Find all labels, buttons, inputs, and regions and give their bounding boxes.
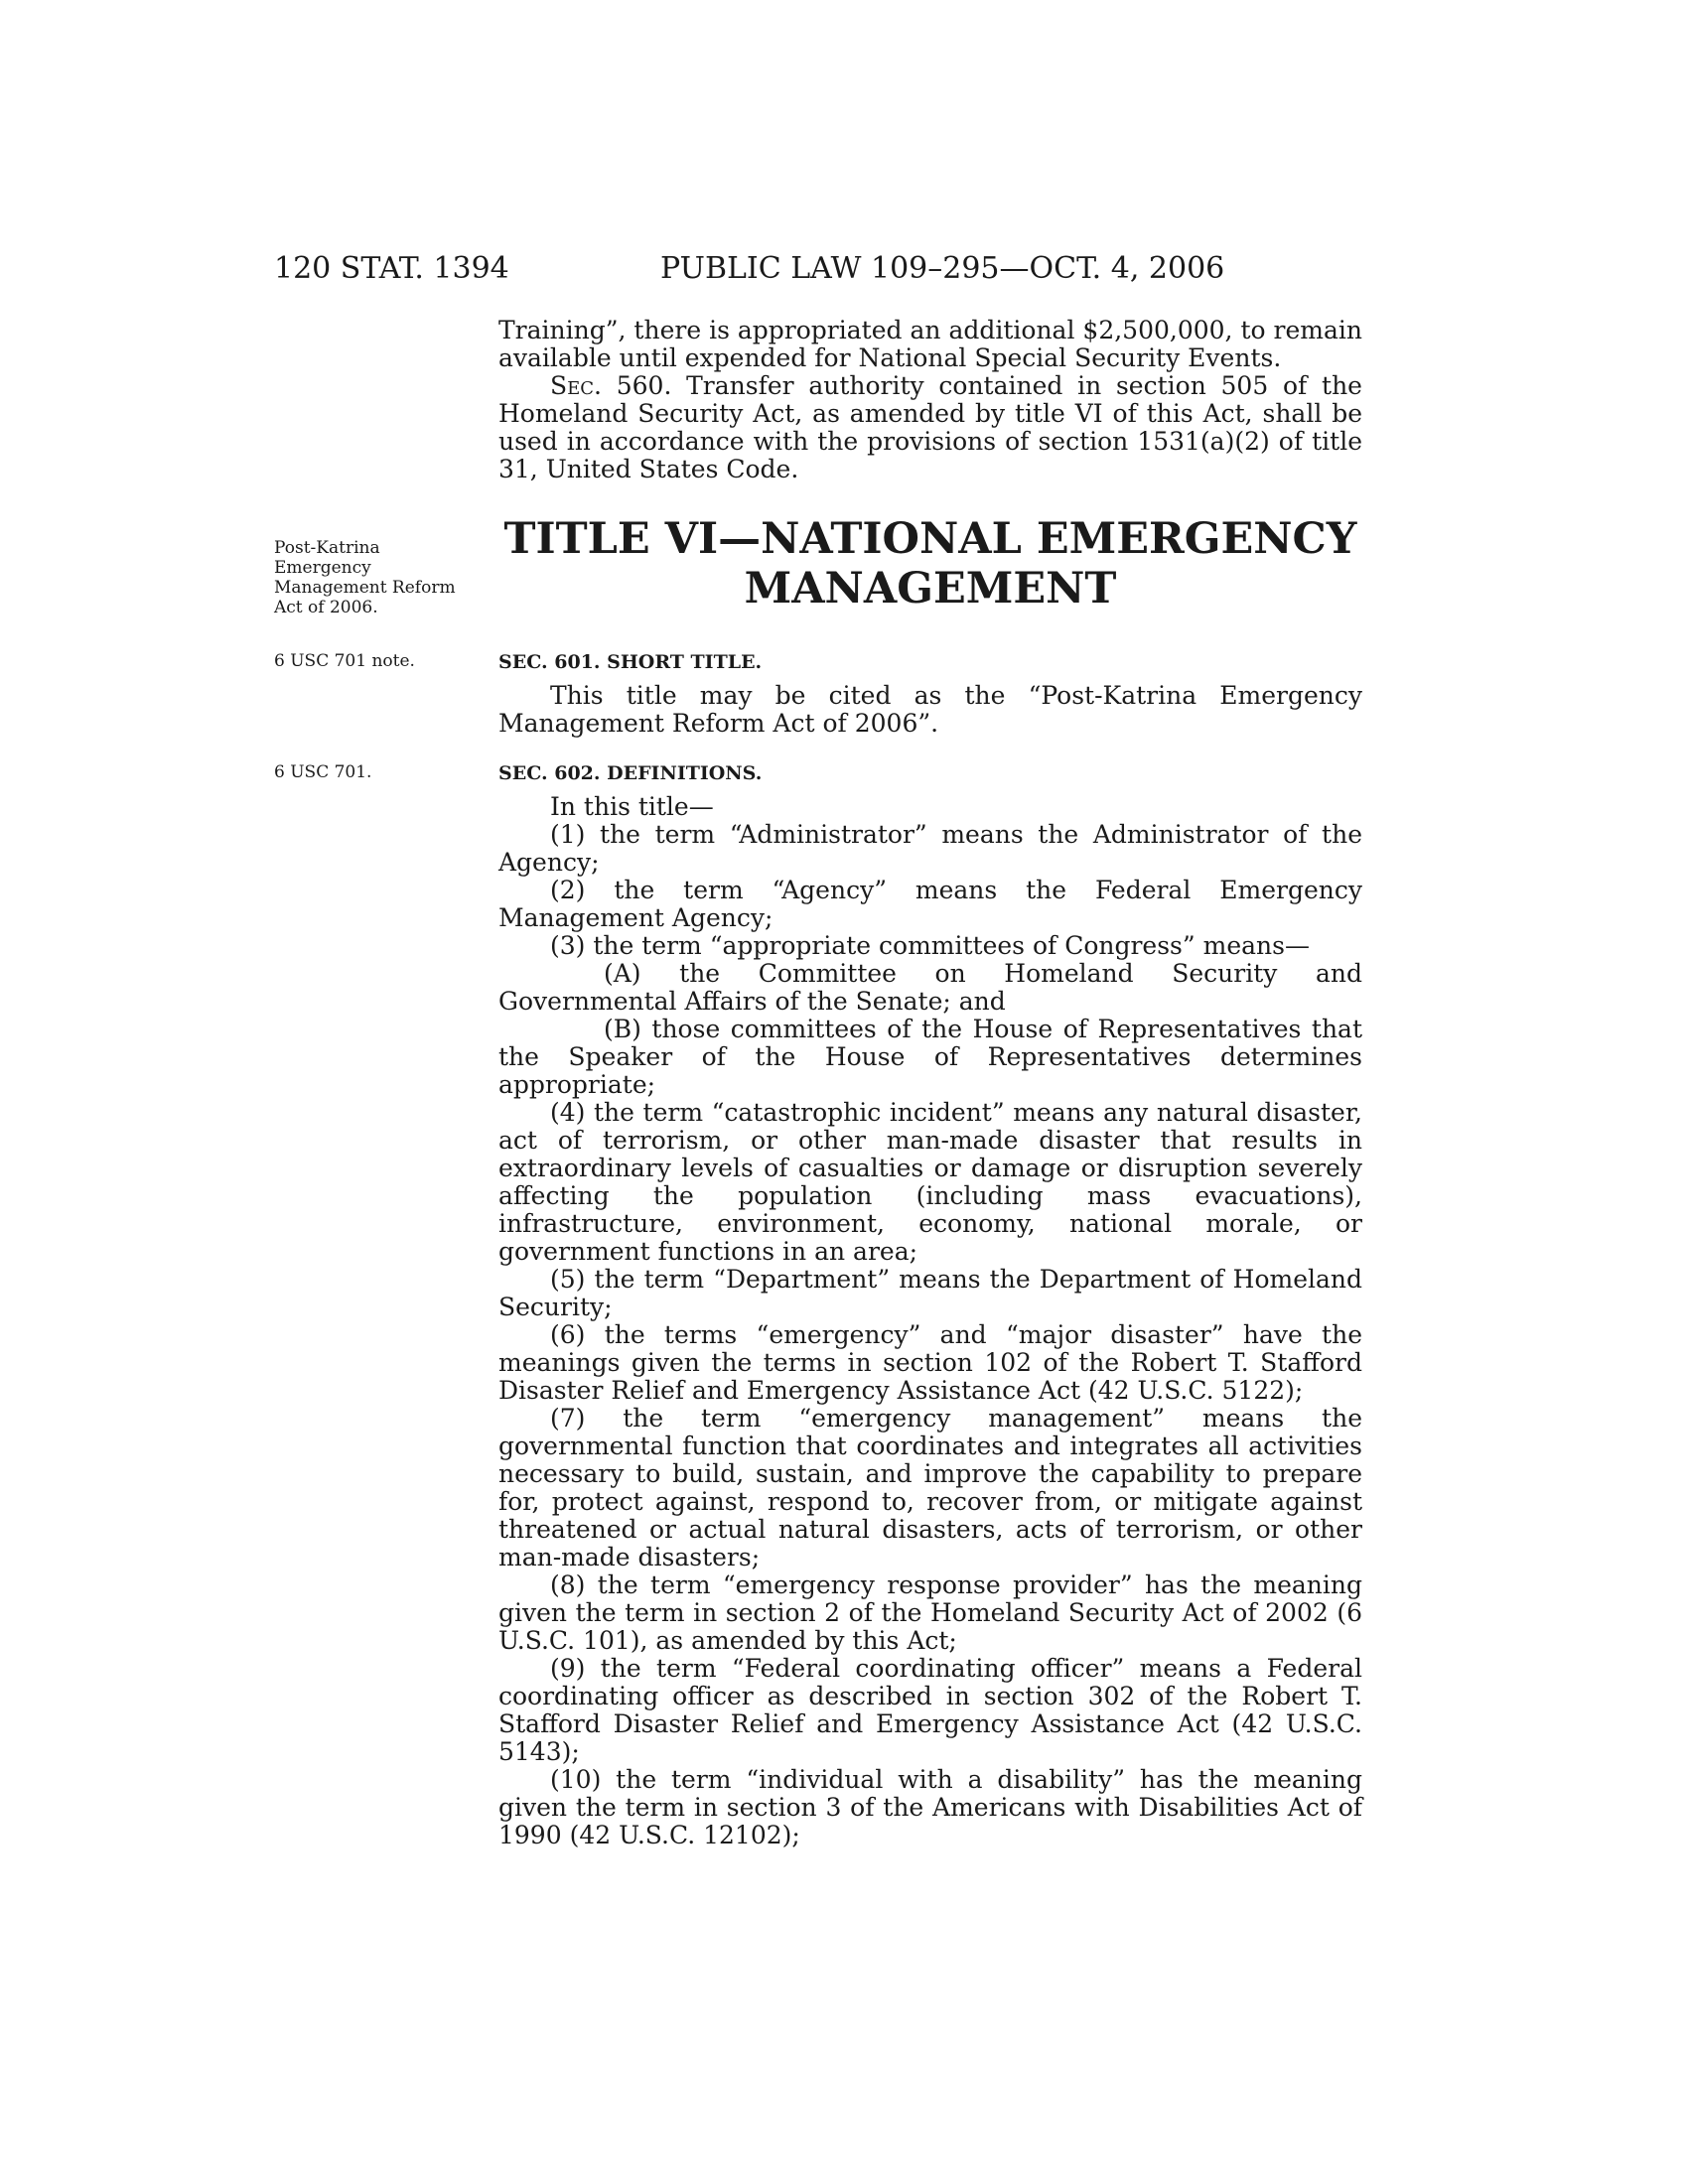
definitions-intro: In this title— xyxy=(550,792,714,821)
definition-2: (2) the term “Agency” means the Federal Emergency Management Agency; xyxy=(498,876,1362,932)
definition-4: (4) the term “catastrophic incident” means any natural disaster, act of terrorism, or other man-made disaster that results in extraordinary levels of casualties or damage or disruption severely affecting the population (including mass evacuations), infrastructure, environment, economy, national morale, or government functions in an area; xyxy=(498,1098,1362,1266)
section-560 xyxy=(498,372,1362,483)
running-title: PUBLIC LAW 109–295—OCT. 4, 2006 xyxy=(660,251,1225,286)
definition-1: (1) the term “Administrator” means the Administrator of the Agency; xyxy=(498,820,1362,877)
section-601-text: This title may be cited as the “Post-Katrina Emergency Management Reform Act of 2006”. xyxy=(498,681,1362,738)
continuation-block xyxy=(498,317,1362,483)
continuation-text: Training”, there is appropriated an additional $2,500,000, to remain available until expended for National Special Security Events. xyxy=(498,316,1362,372)
section-602-heading: SEC. 602. DEFINITIONS. xyxy=(498,762,763,784)
section-560-text: Transfer authority contained in section 505 of the Homeland Security Act, as amended by title VI of this Act, shall be used in accordance with the provisions of section 1531(a)(2) of title 31, United States Code. xyxy=(498,371,1362,483)
definition-9: (9) the term “Federal coordinating officer” means a Federal coordinating officer as described in section 302 of the Robert T. Stafford Disaster Relief and Emergency Assistance Act (42 U.S.C. 5143); xyxy=(498,1654,1362,1766)
section-602-body xyxy=(498,793,1362,1849)
definition-3b: (B) those committees of the House of Representatives that the Speaker of the House of Representatives determines appropriate; xyxy=(498,1015,1362,1099)
margin-note-usc-note: 6 USC 701 note. xyxy=(274,651,415,671)
margin-note-short-title: Post-Katrina Emergency Management Reform Act of 2006. xyxy=(274,538,456,617)
title-line-2: MANAGEMENT xyxy=(744,564,1117,614)
definition-5: (5) the term “Department” means the Department of Homeland Security; xyxy=(498,1265,1362,1321)
definition-3: (3) the term “appropriate committees of Congress” means— xyxy=(550,931,1310,960)
section-601-heading: SEC. 601. SHORT TITLE. xyxy=(498,651,763,673)
section-560-label: Sec. 560. xyxy=(550,371,672,400)
section-601-body xyxy=(498,682,1362,738)
title-heading xyxy=(498,514,1362,614)
definition-10: (10) the term “individual with a disability” has the meaning given the term in section 3 of the Americans with Disabilities Act of 1990 (42 U.S.C. 12102); xyxy=(498,1765,1362,1849)
margin-note-usc: 6 USC 701. xyxy=(274,762,372,782)
definition-3a: (A) the Committee on Homeland Security and Governmental Affairs of the Senate; and xyxy=(498,959,1362,1016)
definition-8: (8) the term “emergency response provider” has the meaning given the term in section 2 of the Homeland Security Act of 2002 (6 U.S.C. 101), as amended by this Act; xyxy=(498,1570,1362,1655)
definition-7: (7) the term “emergency management” means the governmental function that coordinates and integrates all activities necessary to build, sustain, and improve the capability to prepare for, protect against, respond to, recover from, or mitigate against threatened or actual natural disasters, acts of terrorism, or other man-made disasters; xyxy=(498,1404,1362,1571)
title-line-1: TITLE VI—NATIONAL EMERGENCY xyxy=(503,514,1357,564)
page-number: 120 STAT. 1394 xyxy=(274,251,509,286)
definition-6: (6) the terms “emergency” and “major disaster” have the meanings given the terms in section 102 of the Robert T. Stafford Disaster Relief and Emergency Assistance Act (42 U.S.C. 5122); xyxy=(498,1320,1362,1405)
